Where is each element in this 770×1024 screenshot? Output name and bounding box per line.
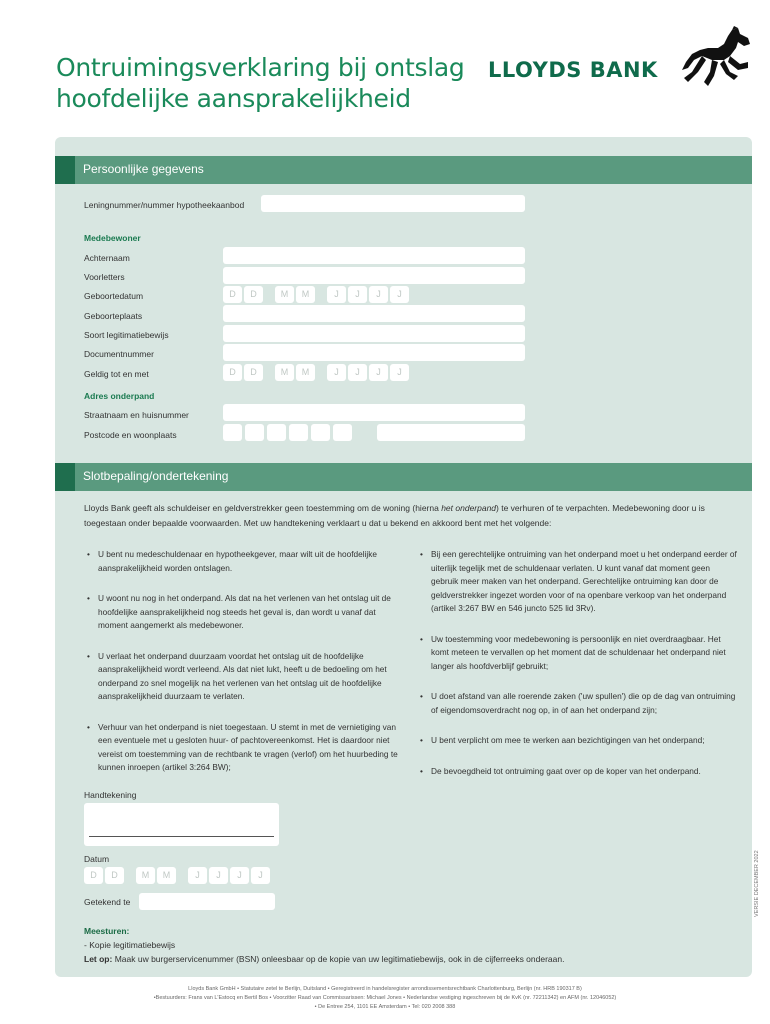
place-input[interactable] bbox=[139, 893, 275, 910]
conditions-right-list bbox=[417, 548, 739, 778]
doc-number-label: Documentnummer bbox=[84, 349, 154, 359]
id-type-label: Soort legitimatiebewijs bbox=[84, 330, 169, 340]
lastname-label: Achternaam bbox=[84, 253, 130, 263]
loan-number-input[interactable] bbox=[261, 195, 525, 212]
date-label: Datum bbox=[84, 854, 110, 864]
list-item: • U bent nu medeschuldenaar en hypotheekgever, maar wilt uit de hoofdelijke aansprakelijkheid worden ontslagen. bbox=[84, 548, 406, 575]
coresident-heading: Medebewoner bbox=[84, 233, 141, 243]
list-item: • U woont nu nog in het onderpand. Als dat na het verlenen van het ontslag uit de hoofdelijke aansprakelijkheid nog steeds het geval is, dan wordt u vanaf dat moment aangemerkt als medebewoner. bbox=[84, 592, 406, 633]
loan-number-label: Leningnummer/nummer hypotheekaanbod bbox=[84, 200, 245, 210]
street-label: Straatnaam en huisnummer bbox=[84, 410, 189, 420]
section-personal-header bbox=[55, 156, 752, 184]
section-personal-title: Persoonlijke gegevens bbox=[83, 162, 204, 176]
lastname-input[interactable] bbox=[223, 247, 525, 264]
address-heading: Adres onderpand bbox=[84, 391, 155, 401]
title-line-1: Ontruimingsverklaring bij ontslag bbox=[56, 53, 465, 82]
list-item: • Verhuur van het onderpand is niet toegestaan. U stemt in met de vernietiging van een eventuele met u gesloten huur- of pachtovereenkomst. Het is daardoor niet vereist om toestemming van de rechtbank te vragen (verlof) om het huurbeding te kunnen inroepen (artikel 3:264 BW); bbox=[84, 721, 406, 775]
version-label: VERSIE DECEMBER 2022 bbox=[754, 850, 760, 917]
section-closing-title: Slotbepaling/ondertekening bbox=[83, 469, 229, 483]
birthplace-input[interactable] bbox=[223, 305, 525, 322]
send-heading: Meesturen: bbox=[84, 926, 130, 936]
note-text: Let op: Maak uw burgerservicenummer (BSN) onleesbaar op de kopie van uw legitimatiebewijs, ook in de cijferreeks onderaan. bbox=[84, 954, 565, 964]
place-label: Getekend te bbox=[84, 897, 131, 907]
list-item: • Uw toestemming voor medebewoning is persoonlijk en niet overdraagbaar. Het komt meteen te vervallen op het moment dat de schuldenaar het onderpand niet langer als hoofdverblijf gebruikt; bbox=[417, 633, 739, 674]
send-item: - Kopie legitimatiebewijs bbox=[84, 940, 176, 950]
list-item: • De bevoegdheid tot ontruiming gaat over op de koper van het onderpand. bbox=[417, 765, 739, 779]
list-item: • Bij een gerechtelijke ontruiming van het onderpand moet u het onderpand eerder of uiterlijk tegelijk met de schuldenaar verlaten. U kunt vanaf dat moment geen gebruik meer maken van het onderpand. Gerechtelijke ontruiming kan door de geldverstrekker ingezet worden voor of na openbare verkoop van het onderpand (artikel 3:267 BW en 546 juncto 525 lid 3Rv). bbox=[417, 548, 739, 616]
title-line-2: hoofdelijke aansprakelijkheid bbox=[56, 84, 411, 113]
black-horse-icon bbox=[678, 26, 754, 94]
brand-name: LLOYDS BANK bbox=[488, 58, 658, 82]
valid-until-label: Geldig tot en met bbox=[84, 369, 149, 379]
id-type-input[interactable] bbox=[223, 325, 525, 342]
form-panel: Persoonlijke gegevens Leningnummer/nummer hypotheekaanbod Medebewoner Achternaam Voorletters Geboortedatum D D M M J J J J Geboorteplaats Soort legitimatiebewijs Documentnummer Geldig tot en met D D M M J J J J Adres onderpand Straatnaam en huisnummer Postcode en woonplaats Slotbepaling/ondertekening Lloyds Bank geeft als schuldeiser en geldverstrekker geen toestemming om de woning (hierna het onderpand) te verhuren of te verpachten. Medebewoning door u is toegestaan onder bepaalde voorwaarden. Met uw handtekening verklaart u dat u bekend en akkoord bent met het volgende: • U bent nu medeschuldenaar en hypotheekgever, maar wilt uit de hoofdelijke aansprakelijkheid worden ontslagen. • U woont nu nog in het onderpand. Als dat na het verlenen van het ontslag uit de hoofdelijke aansprakelijkheid nog steeds het geval is, dan wordt u vanaf dat moment aangemerkt als medebewoner. • U verlaat het onderpand duurzaam voordat het ontslag uit de hoofdelijke aansprakelijkheid wordt verleend. Als dat niet lukt, heeft u de bedoeling om het onderpand zo snel mogelijk na het verlenen van het ontslag uit de hoofdelijke aansprakelijkheid duurzaam te verlaten. • Verhuur van het onderpand is niet toegestaan. U stemt in met de vernietiging van een eventuele met u gesloten huur- of pachtovereenkomst. Het is daardoor niet vereist om toestemming van de rechtbank te vragen (verlof) om het huurbeding te kunnen inroepen (artikel 3:264 BW); • Bij een gerechtelijke ontruiming van het onderpand moet u het onderpand eerder of uiterlijk tegelijk met de schuldenaar verlaten. U kunt vanaf dat moment geen gebruik meer maken van het onderpand. Gerechtelijke ontruiming kan door de geldverstrekker ingezet worden voor of na openbare verkoop van het onderpand (artikel 3:267 BW en 546 juncto 525 lid 3Rv). • Uw toestemming voor medebewoning is persoonlijk en niet overdraagbaar. Het komt meteen te vervallen op het moment dat de schuldenaar het onderpand niet langer als hoofdverblijf gebruikt; • U doet afstand van alle roerende zaken ('uw spullen') die op de dag van ontruiming of eigendomsoverdracht nog op, in of aan het onderpand zijn; • U bent verplicht om mee te werken aan bezichtigingen van het onderpand; • De bevoegdheid tot ontruiming gaat over op de koper van het onderpand. Handtekening Datum D D M M J J J J Getekend te Meesturen: - Kopie legitimatiebewijs Let op: Maak uw burgerservicenummer (BSN) onleesbaar op de kopie van uw legitimatiebewijs, ook in de cijferreeks onderaan. bbox=[55, 137, 752, 977]
footer-line-1: Lloyds Bank GmbH • Statutaire zetel te Berlijn, Duitsland • Geregistreerd in handelsregister arrondissementsrechtbank Charlottenburg, Berlijn (nr. HRB 190317 B) bbox=[188, 986, 582, 992]
birthplace-label: Geboorteplaats bbox=[84, 311, 143, 321]
footer-line-3: • De Entree 254, 1101 EE Amsterdam • Tel: 020 2008 388 bbox=[314, 1004, 456, 1010]
postcode-label: Postcode en woonplaats bbox=[84, 430, 177, 440]
initials-input[interactable] bbox=[223, 267, 525, 284]
section-closing-header bbox=[55, 463, 752, 491]
intro-paragraph: Lloyds Bank geeft als schuldeiser en geldverstrekker geen toestemming om de woning (hierna het onderpand) te verhuren of te verpachten. Medebewoning door u is toegestaan onder bepaalde voorwaarden. Met uw handtekening verklaart u dat u bekend en akkoord bent met het volgende: bbox=[84, 503, 705, 528]
birthdate-label: Geboortedatum bbox=[84, 291, 144, 301]
list-item: • U doet afstand van alle roerende zaken ('uw spullen') die op de dag van ontruiming of eigendomsoverdracht nog op, in of aan het onderpand zijn; bbox=[417, 690, 739, 717]
initials-label: Voorletters bbox=[84, 272, 125, 282]
signature-field[interactable] bbox=[84, 803, 279, 846]
city-input[interactable] bbox=[377, 424, 525, 441]
conditions-left-list bbox=[84, 548, 406, 775]
page-title bbox=[56, 52, 476, 114]
list-item: • U verlaat het onderpand duurzaam voordat het ontslag uit de hoofdelijke aansprakelijkheid wordt verleend. Als dat niet lukt, heeft u de bedoeling om het onderpand zo snel mogelijk na het verlenen van het ontslag uit de hoofdelijke aansprakelijkheid duurzaam te verlaten. bbox=[84, 650, 406, 704]
list-item: • U bent verplicht om mee te werken aan bezichtigingen van het onderpand; bbox=[417, 734, 739, 748]
street-input[interactable] bbox=[223, 404, 525, 421]
signature-label: Handtekening bbox=[84, 790, 137, 800]
footer-line-2: •Bestuurders: Frans van L'Estocq en Bertil Bos • Voorzitter Raad van Commissarissen: Michael Jones • Nederlandse vestiging ingeschreven bij de KvK (nr. 72211342) en AFM (nr. 12046052) bbox=[153, 995, 617, 1001]
doc-number-input[interactable] bbox=[223, 344, 525, 361]
